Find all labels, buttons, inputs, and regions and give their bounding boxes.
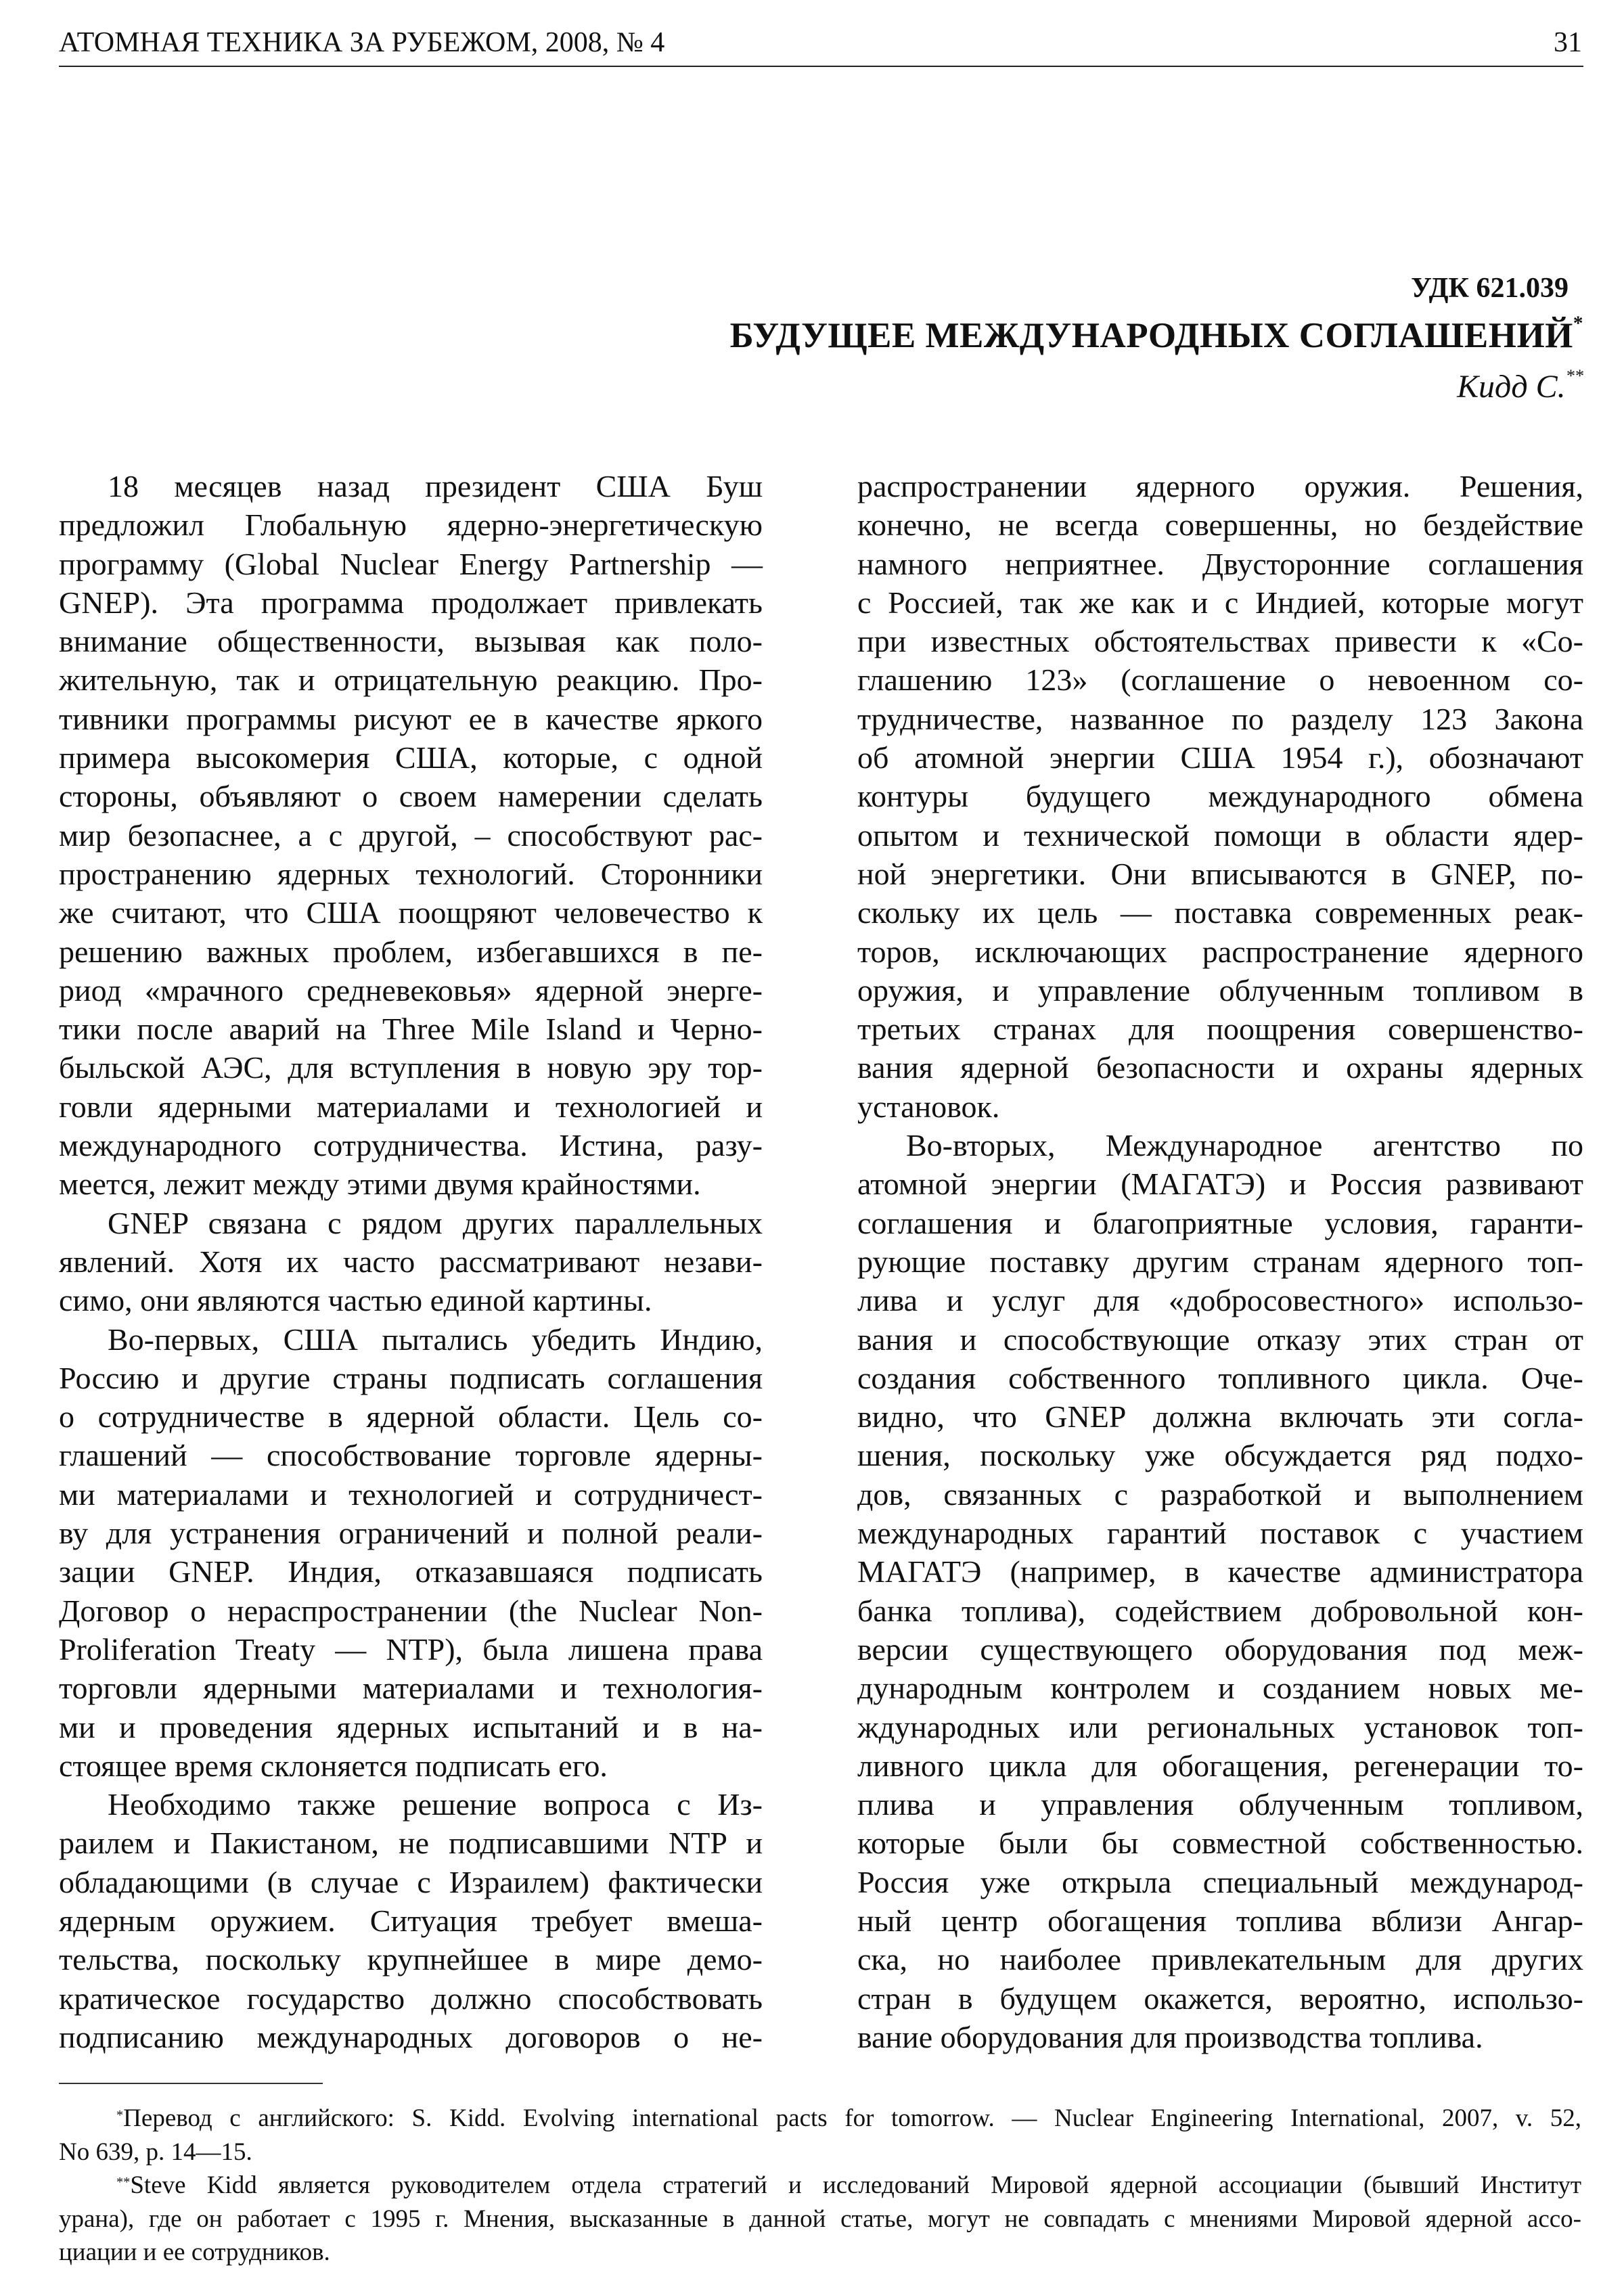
footnote: [59, 2169, 1581, 2269]
text-line: вания ядерной безопасности и охраны ядерных: [857, 1050, 1583, 1085]
text-line: меется, лежит между этими двумя крайностями.: [59, 1167, 701, 1202]
footnote-line: No 639, p. 14—15.: [59, 2138, 252, 2166]
text-line: дународным контролем и созданием новых ме-: [857, 1671, 1583, 1706]
paragraph: [857, 467, 1583, 1126]
text-line: оружия, и управление облученным топливом в: [857, 972, 1583, 1008]
text-line: международных гарантий поставок с участием: [857, 1516, 1583, 1551]
footnotes: [59, 2102, 1581, 2269]
text-line: ной энергетики. Они вписываются в GNEP, по-: [857, 856, 1583, 891]
text-line: кратическое государство должно способствовать: [59, 1981, 763, 2016]
paragraph: [59, 1785, 763, 2056]
text-line: тивники программы рисуют ее в качестве яркого: [59, 701, 763, 736]
text-line: конечно, не всегда совершенны, но бездействие: [857, 507, 1583, 543]
footnote-line: урана), где он работает с 1995 г. Мнения, высказанные в данной статье, могут не совпадать с мнениями Мировой ядерной ассо-: [59, 2205, 1581, 2233]
text-line: торговли ядерными материалами и технология-: [59, 1671, 763, 1706]
text-line: риод «мрачного средневековья» ядерной энерге-: [59, 972, 763, 1008]
paragraph: [59, 467, 763, 1204]
article-author: [1457, 365, 1583, 405]
footnote: [59, 2102, 1581, 2169]
text-line: банка топлива), содействием добровольной кон-: [857, 1593, 1583, 1628]
title-footnote-marker: *: [1573, 313, 1583, 334]
text-line: соглашения и благоприятные условия, гаранти-: [857, 1205, 1583, 1240]
text-line: примера высокомерия США, которые, с одной: [59, 740, 763, 775]
text-line: 18 месяцев назад президент США Буш: [108, 469, 763, 503]
text-line: с Россией, так же как и с Индией, которые могут: [857, 585, 1583, 620]
paragraph: [59, 1320, 763, 1786]
author-footnote-marker: **: [1565, 365, 1583, 386]
footnote-marker: **: [116, 2175, 131, 2190]
paragraph: [59, 1204, 763, 1320]
article-title-text: БУДУЩЕЕ МЕЖДУНАРОДНЫХ СОГЛАШЕНИЙ: [729, 316, 1573, 355]
text-line: установок.: [857, 1089, 1000, 1124]
text-line: ждународных или региональных установок топ-: [857, 1709, 1583, 1744]
text-line: дов, связанных с разработкой и выполнением: [857, 1476, 1583, 1512]
header-rule: [59, 66, 1583, 67]
text-line: плива и управления облученным топливом,: [857, 1787, 1583, 1822]
text-line: создания собственного топливного цикла. Оче-: [857, 1360, 1583, 1395]
text-line: GNEP). Эта программа продолжает привлекать: [59, 585, 763, 620]
text-line: Россия уже открыла специальный международ-: [857, 1864, 1583, 1899]
text-line: же считают, что США поощряют человечество к: [59, 895, 763, 930]
paragraph: [857, 1126, 1583, 2056]
text-line: МАГАТЭ (например, в качестве администратора: [857, 1554, 1583, 1589]
text-line: ный центр обогащения топлива вблизи Ангар-: [857, 1903, 1583, 1938]
udk-code: УДК 621.039: [1411, 273, 1569, 304]
text-line: симо, они являются частью единой картины.: [59, 1283, 652, 1318]
text-line: быльской АЭС, для вступления в новую эру тор-: [59, 1050, 763, 1085]
text-line: глашению 123» (соглашение о невоенном со-: [857, 662, 1583, 698]
text-line: раилем и Пакистаном, не подписавшими NTP и: [59, 1826, 763, 1861]
text-line: внимание общественности, вызывая как поло-: [59, 624, 763, 659]
text-line: ву для устранения ограничений и полной реали-: [59, 1516, 763, 1551]
text-line: версии существующего оборудования под меж-: [857, 1631, 1583, 1667]
text-line: о сотрудничестве в ядерной области. Цель со-: [59, 1399, 763, 1435]
text-line: об атомной энергии США 1954 г.), обозначают: [857, 740, 1583, 775]
text-line: жительную, так и отрицательную реакцию. Про-: [59, 662, 763, 698]
text-line: стороны, объявляют о своем намерении сделать: [59, 779, 763, 814]
text-line: ми и проведения ядерных испытаний и в на-: [59, 1709, 763, 1744]
text-line: программу (Global Nuclear Energy Partnership —: [59, 546, 763, 581]
footnote-line: [59, 2169, 1581, 2203]
text-line: рующие поставку другим странам ядерного топ-: [857, 1244, 1583, 1279]
text-line: торов, исключающих распространение ядерного: [857, 934, 1583, 969]
footnote-text: Steve Kidd является руководителем отдела стратегий и исследований Мировой ядерной ассоциации (бывший Институт: [130, 2171, 1581, 2199]
text-line: мир безопаснее, а с другой, – способствуют рас-: [59, 817, 763, 853]
text-line: вание оборудования для производства топлива.: [857, 2019, 1483, 2054]
text-line: стран в будущем окажется, вероятно, использо-: [857, 1981, 1583, 2016]
text-line: ска, но наиболее привлекательным для других: [857, 1942, 1583, 1977]
text-line: ядерным оружием. Ситуация требует вмеша-: [59, 1903, 763, 1938]
text-line: Proliferation Treaty — NTP), была лишена права: [59, 1631, 763, 1667]
text-line: явлений. Хотя их часто рассматривают незави-: [59, 1244, 763, 1279]
text-line: решению важных проблем, избегавшихся в пе-: [59, 934, 763, 969]
text-line: Договор о нераспространении (the Nuclear Non-: [59, 1593, 763, 1628]
text-line: вания и способствующие отказу этих стран от: [857, 1322, 1583, 1357]
text-line: контуры будущего международного обмена: [857, 779, 1583, 814]
text-line: обладающими (в случае с Израилем) фактически: [59, 1864, 763, 1899]
text-line: трудничестве, названное по разделу 123 Закона: [857, 701, 1583, 736]
text-line: международного сотрудничества. Истина, разу-: [59, 1128, 763, 1163]
body-column-right: [857, 467, 1583, 2056]
footnote-line: циации и ее сотрудников.: [59, 2238, 330, 2266]
text-line: предложил Глобальную ядерно-энергетическую: [59, 507, 763, 543]
body-column-left: [59, 467, 763, 2056]
text-line: GNEP связана с рядом других параллельных: [108, 1205, 763, 1240]
text-line: Необходимо также решение вопроса с Из-: [108, 1787, 763, 1822]
text-line: скольку их цель — поставка современных реак-: [857, 895, 1583, 930]
footnote-rule: [59, 2083, 323, 2084]
text-line: ми материалами и технологией и сотрудничест-: [59, 1476, 763, 1512]
text-line: тельства, поскольку крупнейшее в мире демо-: [59, 1942, 763, 1977]
text-line: видно, что GNEP должна включать эти согла-: [857, 1399, 1583, 1435]
text-line: шения, поскольку уже обсуждается ряд подхо-: [857, 1438, 1583, 1473]
text-line: стоящее время склоняется подписать его.: [59, 1748, 608, 1783]
text-line: глашений — способствование торговле ядерны-: [59, 1438, 763, 1473]
text-line: распространении ядерного оружия. Решения,: [857, 469, 1583, 503]
text-line: при известных обстоятельствах привести к «Со-: [857, 624, 1583, 659]
text-line: подписанию международных договоров о не-: [59, 2019, 763, 2054]
text-line: намного неприятнее. Двусторонние соглашения: [857, 546, 1583, 581]
text-line: третьих странах для поощрения совершенство-: [857, 1012, 1583, 1047]
page-number: 31: [1554, 27, 1582, 58]
text-line: которые были бы совместной собственностью.: [857, 1826, 1583, 1861]
text-line: Во-вторых, Международное агентство по: [906, 1128, 1583, 1163]
text-line: атомной энергии (МАГАТЭ) и Россия развивают: [857, 1167, 1583, 1202]
text-line: Россию и другие страны подписать соглашения: [59, 1360, 763, 1395]
footnote-line: [59, 2102, 1581, 2136]
text-line: Во-первых, США пытались убедить Индию,: [108, 1322, 763, 1357]
text-line: лива и услуг для «добросовестного» использо-: [857, 1283, 1583, 1318]
text-line: опытом и технической помощи в области ядер-: [857, 817, 1583, 853]
text-line: зации GNEP. Индия, отказавшаяся подписать: [59, 1554, 763, 1589]
author-name: Кидд С.: [1457, 369, 1566, 405]
text-line: говли ядерными материалами и технологией и: [59, 1089, 763, 1124]
footnote-marker: *: [116, 2108, 124, 2123]
text-line: пространению ядерных технологий. Сторонники: [59, 856, 763, 891]
running-header-journal: АТОМНАЯ ТЕХНИКА ЗА РУБЕЖОМ, 2008, № 4: [59, 27, 665, 58]
article-title: [730, 315, 1583, 356]
text-line: ливного цикла для обогащения, регенерации то-: [857, 1748, 1583, 1783]
text-line: тики после аварий на Three Mile Island и Черно-: [59, 1012, 763, 1047]
footnote-text: Перевод с английского: S. Kidd. Evolving international pacts for tomorrow. — Nuclear Engineering International, 2007, v. 52,: [123, 2104, 1581, 2132]
